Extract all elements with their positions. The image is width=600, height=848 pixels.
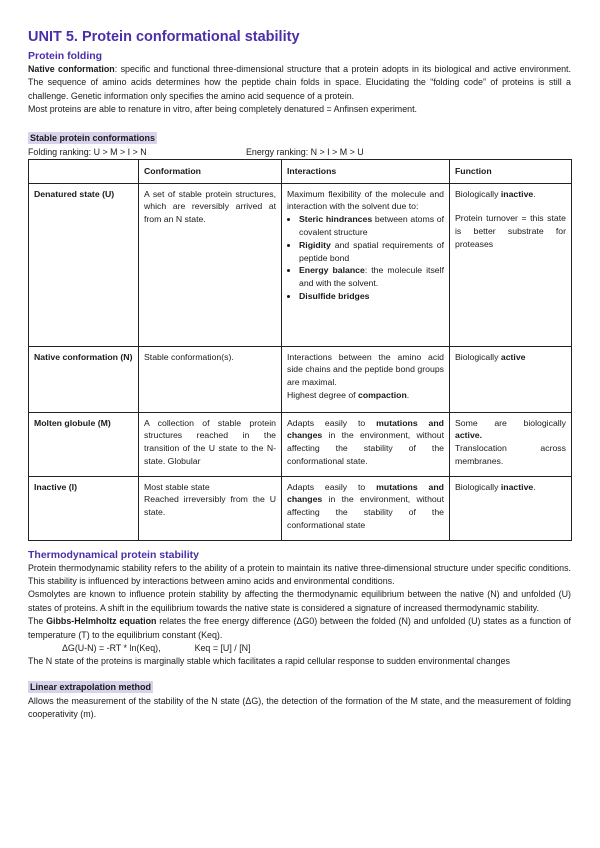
thermo-paragraph-2: Osmolytes are known to influence protein stability by affecting the thermodynamic equilibrium between the native (N) and unfolded (U) states of proteins. A shift in the equilibrium towards the native state is considered a signature of increased thermodynamic stability. [28, 589, 571, 613]
bullet-term: Energy balance [299, 265, 365, 276]
interactions-pre: Adapts easily to [287, 417, 377, 428]
table-row [29, 346, 572, 412]
anfinsen-paragraph: Most proteins are able to renature in vitro, after being completely denatured = Anfinsen experiment. [28, 104, 417, 115]
bullet-term: Rigidity [299, 239, 331, 250]
row-state-label: Native conformation (N) [29, 346, 139, 412]
row-conformation-cell: A collection of stable protein structures reached in the transition of the U state to the N-state. Globular [139, 412, 282, 476]
row-conformation-cell: A set of stable protein structures, which are reversibly arrived at from an N state. [139, 183, 282, 346]
section-heading-linear-extrapolation: Linear extrapolation method [30, 681, 152, 692]
thermo-paragraph-3 [28, 615, 571, 642]
interactions-text: Interactions between the amino acid side chains and the peptide bond groups are maximal. [287, 351, 444, 388]
table-header-interactions: Interactions [282, 159, 450, 183]
section-heading-thermodynamical: Thermodynamical protein stability [28, 548, 199, 561]
table-row [29, 412, 572, 476]
function-pre: Biologically [455, 481, 501, 492]
row-function-cell [450, 476, 572, 540]
interactions-bold: mutations and changes [287, 481, 444, 505]
table-header-function: Function [450, 159, 572, 183]
formula-keq: Keq = [U] / [N] [194, 643, 251, 654]
document-page [28, 28, 571, 722]
function-text [455, 417, 566, 443]
thermo-paragraph-4: The N state of the proteins is marginally stable which facilitates a rapid cellular response to sudden environmental changes [28, 656, 510, 667]
section-heading-protein-folding: Protein folding [28, 50, 103, 62]
function-post: . [533, 188, 536, 199]
list-item [299, 264, 444, 290]
list-item [299, 213, 444, 239]
conformations-table [28, 159, 572, 541]
folding-ranking: Folding ranking: U > M > I > N [28, 146, 147, 157]
interactions-post: in the environment, without affecting the stability of the conformational state. [287, 430, 444, 467]
conformation-line1: Most stable state [144, 481, 210, 492]
gibbs-formula [28, 642, 571, 655]
bullet-text: and spatial requirements of peptide bond [299, 239, 444, 263]
formula-delta-g: ΔG(U-N) = -RT * ln(Keq), [62, 643, 161, 654]
bullet-text: between atoms of covalent structure [299, 214, 444, 238]
bullet-text: : the molecule itself and with the solvent. [299, 265, 444, 289]
bullet-term: Disulfide bridges [299, 291, 370, 301]
gibbs-helmholtz-term: Gibbs-Helmholtz equation [46, 616, 157, 627]
function-extra: Protein turnover = this state is better substrate for proteases [455, 213, 566, 250]
ranking-line [28, 146, 571, 158]
native-conformation-term: Native conformation [28, 64, 115, 74]
interactions-bold: compaction [358, 390, 407, 401]
row-conformation-cell [139, 476, 282, 540]
interactions-pre: Adapts easily to [287, 481, 377, 492]
row-function-cell [450, 183, 572, 346]
table-header-conformation: Conformation [139, 159, 282, 183]
interactions-post: . [406, 390, 410, 401]
row-state-label: Molten globule (M) [29, 412, 139, 476]
thermo-paragraph-1: Protein thermodynamic stability refers to the ability of a protein to maintain its native three-dimensional structure under specific conditions. This stability is influenced by interactions between amino acids and environmental conditions. [28, 562, 571, 587]
table-row [29, 183, 572, 346]
function-pre: Biologically [455, 351, 501, 362]
p3-pre: The [28, 616, 47, 627]
interactions-line2 [287, 389, 444, 402]
energy-ranking: Energy ranking: N > I > M > U [246, 146, 364, 157]
row-interactions-cell [282, 346, 450, 412]
interactions-bold: mutations and changes [287, 417, 444, 441]
conformation-line2: Reached irreversibly from the U state. [144, 494, 276, 518]
linear-extrapolation-paragraph: Allows the measurement of the stability of the N state (ΔG), the detection of the formation of the M state, and the measurement of folding cooperativity (m). [28, 695, 571, 720]
row-state-label: Inactive (I) [29, 476, 139, 540]
function-bold: inactive [500, 481, 534, 492]
table-header-empty [29, 159, 139, 183]
row-interactions-cell [282, 476, 450, 540]
row-interactions-cell [282, 183, 450, 346]
table-header-row [29, 159, 572, 183]
bullet-term: Steric hindrances [299, 214, 373, 225]
interactions-list [287, 213, 444, 303]
function-bold: inactive [500, 188, 534, 199]
function-pre: Biologically [455, 188, 501, 199]
table-row [29, 476, 572, 540]
list-item [299, 239, 444, 265]
row-state-label: Denatured state (U) [29, 183, 139, 346]
function-post: . [533, 481, 536, 492]
interactions-intro: Maximum flexibility of the molecule and interaction with the solvent due to: [287, 188, 444, 212]
row-function-cell [450, 412, 572, 476]
list-item [299, 290, 444, 303]
interactions-post: in the environment, without affecting the stability of the conformational state [287, 494, 444, 531]
row-function-cell [450, 346, 572, 412]
function-pre: Some are biologically [455, 417, 566, 428]
p3-post: relates the free energy difference (ΔG0) between the folded (N) and unfolded (U) states as a function of temperature (T) to the equilibrium constant (Keq). [28, 616, 572, 640]
native-conformation-paragraph [28, 63, 571, 103]
page-title: UNIT 5. Protein conformational stability [28, 29, 300, 45]
function-extra: Translocation across membranes. [455, 443, 566, 467]
function-bold: active [500, 351, 526, 362]
interactions-pre: Highest degree of [287, 390, 358, 401]
function-text [455, 188, 566, 201]
row-interactions-cell [282, 412, 450, 476]
native-conformation-text: : specific and functional three-dimensional structure that a protein adopts in its biological and active environment. The sequence of amino acids determines how the peptide chain folds in space. Elucidating the “folding code” of proteins is still a challenge. Genetic information only specifies the amino acid sequence of a protein. [28, 64, 571, 101]
row-conformation-cell: Stable conformation(s). [139, 346, 282, 412]
section-heading-stable-conformations: Stable protein conformations [30, 132, 156, 143]
function-bold: active. [455, 430, 483, 441]
